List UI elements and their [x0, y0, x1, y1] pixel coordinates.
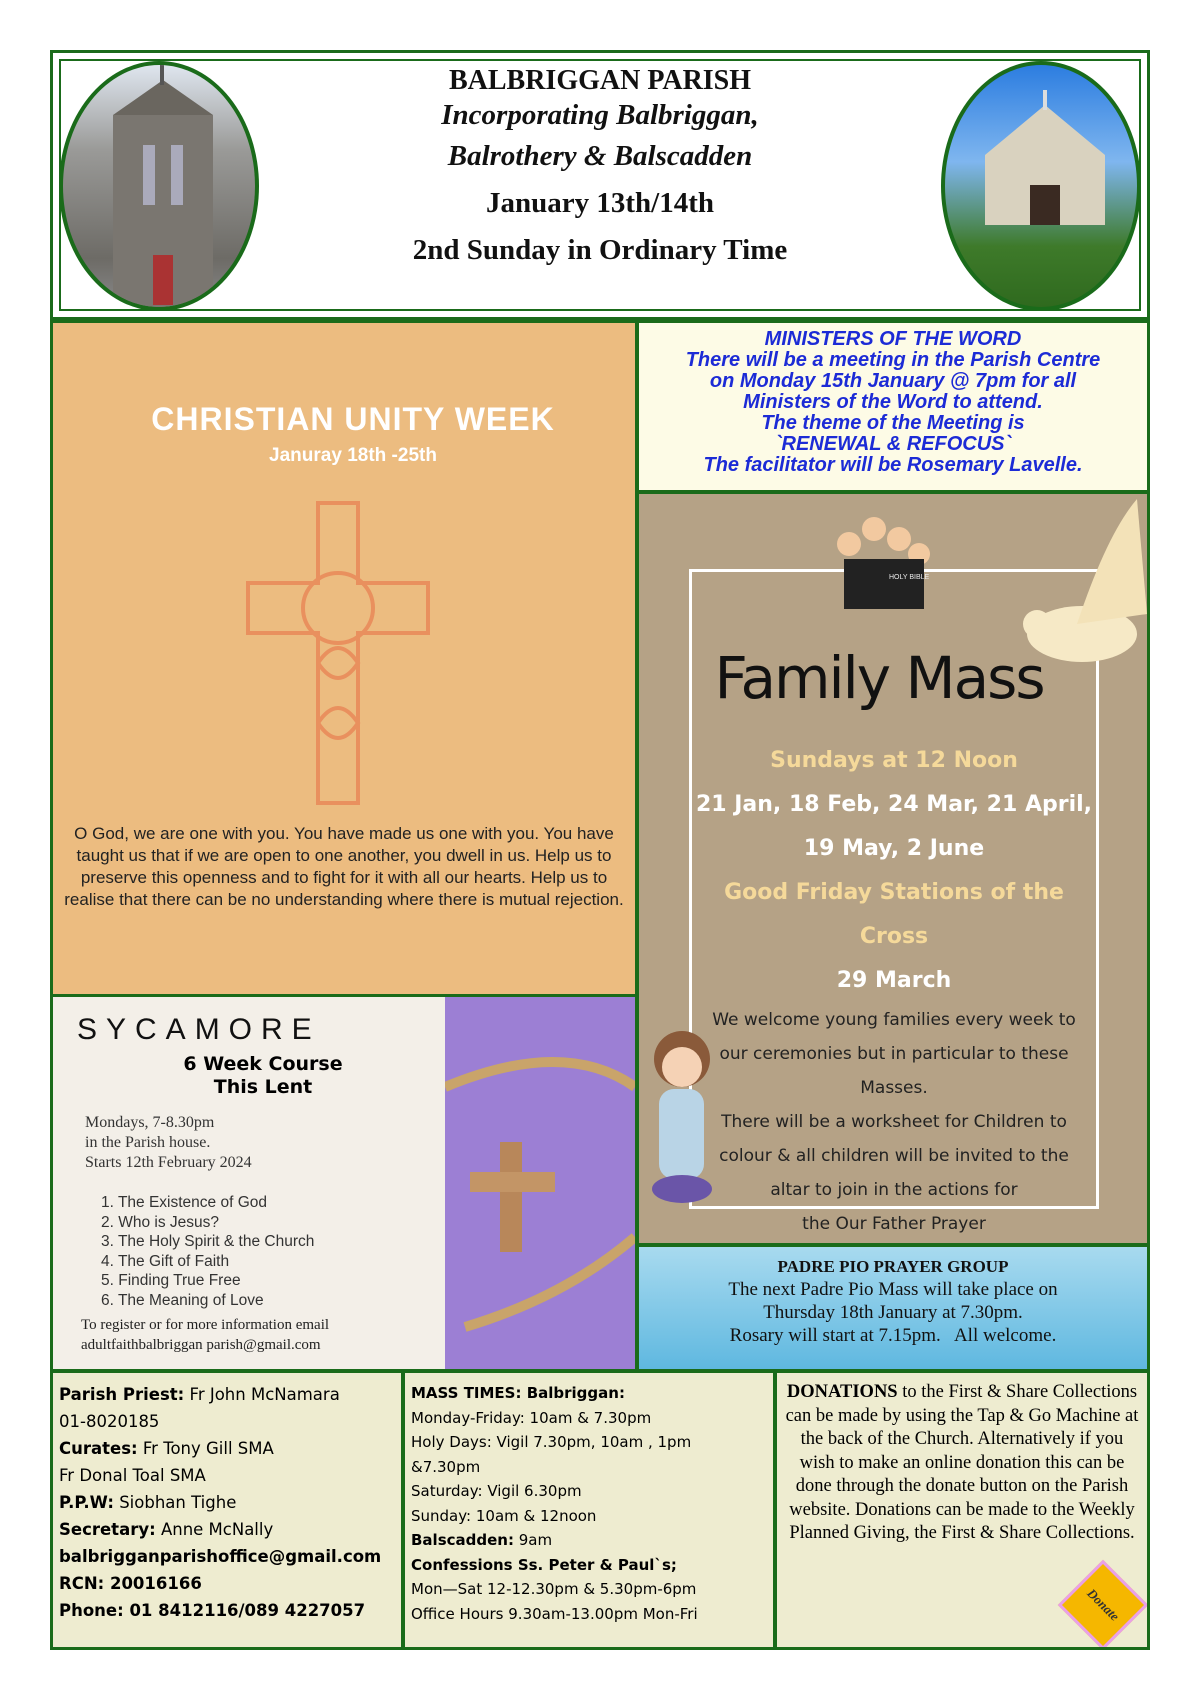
- padre-pio-title: PADRE PIO PRAYER GROUP: [777, 1257, 1009, 1276]
- line-label: MASS TIMES: Balbriggan:: [411, 1384, 625, 1402]
- header-text: [303, 65, 897, 274]
- christian-unity-week-panel: [50, 320, 638, 997]
- line-value: Sunday: 10am & 12noon: [411, 1506, 597, 1525]
- course-title: [153, 1053, 373, 1099]
- contacts-line: [59, 1381, 395, 1408]
- ministers-line: The facilitator will be Rosemary Lavelle.: [703, 454, 1083, 476]
- header: [50, 50, 1150, 320]
- contacts-line: [59, 1489, 395, 1516]
- ministers-line: There will be a meeting in the Parish Centre: [685, 349, 1101, 371]
- children-with-bible-icon: [819, 504, 949, 614]
- ministers-line: The theme of the Meeting is: [761, 412, 1025, 434]
- mass-line: [411, 1553, 767, 1578]
- sycamore-course-panel: [50, 994, 638, 1372]
- line-value: Anne McNally: [155, 1520, 274, 1539]
- topic-item: 3. The Holy Spirit & the Church: [101, 1233, 315, 1250]
- family-mass-dates: 21 Jan, 18 Feb, 24 Mar, 21 April,: [695, 792, 1093, 817]
- family-body-line: We welcome young families every week to: [712, 1010, 1076, 1030]
- church-photo-balbriggan: [59, 61, 259, 311]
- line-value: Fr Tony Gill SMA: [137, 1439, 274, 1458]
- line-value: Saturday: Vigil 6.30pm: [411, 1482, 582, 1500]
- line-value: Office Hours 9.30am-13.00pm Mon-Fri: [411, 1604, 698, 1623]
- contacts-line: [59, 1408, 395, 1435]
- bible-label: HOLY BIBLE: [889, 574, 930, 581]
- line-value: Monday-Friday: 10am & 7.30pm: [411, 1408, 652, 1427]
- line-label: Parish Priest:: [59, 1385, 185, 1404]
- topic-item: 4. The Gift of Faith: [101, 1252, 230, 1270]
- family-mass-dates: 19 May, 2 June: [803, 836, 985, 861]
- padre-pio-line: The next Padre Pio Mass will take place on: [728, 1279, 1058, 1300]
- good-friday-title: Good Friday Stations of the Cross: [724, 880, 1064, 949]
- ministers-title: MINISTERS OF THE WORD: [764, 328, 1022, 350]
- line-label: Balscadden:: [411, 1531, 514, 1549]
- line-label: Secretary:: [59, 1520, 156, 1539]
- mass-line: [411, 1406, 767, 1431]
- ministers-of-the-word-panel: [636, 320, 1150, 493]
- mass-line: [411, 1479, 767, 1504]
- church-photo-balscadden: [941, 61, 1141, 311]
- good-friday-date: 29 March: [836, 968, 952, 993]
- line-label: P.P.W:: [59, 1493, 114, 1512]
- schedule-line: Starts 12th February 2024: [85, 1154, 252, 1171]
- course-schedule: [85, 1113, 252, 1173]
- ministers-line: `RENEWAL & REFOCUS`: [774, 433, 1012, 455]
- line-label: RCN: 20016166: [59, 1574, 202, 1593]
- topic-item: 6. The Meaning of Love: [101, 1291, 264, 1309]
- topic-item: 2. Who is Jesus?: [101, 1213, 220, 1231]
- register-info: [81, 1315, 329, 1355]
- mass-line: [411, 1430, 767, 1455]
- liturgical-sunday: 2nd Sunday in Ordinary Time: [412, 234, 788, 266]
- topic-item: 1. The Existence of God: [101, 1194, 268, 1211]
- padre-pio-line: Rosary will start at 7.15pm. All welcome.: [729, 1325, 1057, 1346]
- parish-title: BALBRIGGAN PARISH: [448, 65, 752, 96]
- family-body-line: the Our Father Prayer: [802, 1214, 986, 1234]
- donations-text: to the First & Share Collections can be made by using the Tap & Go Machine at the back of the Church. Alternatively if you wish to make an online donation this can be done through the donate button on the Parish website. Donations can be made to the Weekly Planned Giving, the First & Share Collections.: [785, 1382, 1139, 1543]
- schedule-line: Mondays, 7-8.30pm: [85, 1114, 215, 1131]
- register-email[interactable]: adultfaithbalbriggan parish@gmail.com: [81, 1337, 321, 1353]
- mass-line: [411, 1528, 767, 1553]
- family-mass-panel: [636, 491, 1150, 1246]
- line-value: 9am: [513, 1531, 553, 1549]
- header-subtitle: Incorporating Balbriggan,: [441, 99, 759, 131]
- family-body-line: altar to join in the actions for: [770, 1180, 1018, 1200]
- course-topics: [101, 1193, 314, 1310]
- family-body-line: There will be a worksheet for Children to: [721, 1112, 1067, 1132]
- mass-line: [411, 1504, 767, 1529]
- unity-prayer: O God, we are one with you. You have made us one with you. You have taught us that if we are open to one another, you dwell in us. Help us to preserve this openness and to fight for it with all our hearts. Help us to realise that there can be no understanding where there is mutual rejection.: [64, 824, 624, 909]
- donations-panel: [774, 1370, 1150, 1650]
- line-label: balbrigganparishoffice@gmail.com: [59, 1547, 382, 1566]
- family-body-line: Masses.: [860, 1078, 928, 1098]
- topic-item: 5. Finding True Free: [101, 1272, 241, 1289]
- celtic-cross-icon: [213, 493, 463, 813]
- donations-title: DONATIONS: [786, 1382, 898, 1402]
- family-mass-title: Family Mass: [714, 644, 1044, 712]
- family-body-line: colour & all children will be invited to the: [719, 1146, 1069, 1166]
- mass-line: [411, 1602, 767, 1627]
- line-value: 01-8020185: [59, 1412, 160, 1431]
- sycamore-logo: SYCAMORE: [77, 1013, 321, 1046]
- padre-pio-panel: [636, 1244, 1150, 1372]
- mass-line: [411, 1455, 767, 1480]
- course-line: 6 Week Course: [183, 1053, 343, 1075]
- contacts-line: [59, 1462, 395, 1489]
- line-label: Confessions Ss. Peter & Paul`s;: [411, 1555, 677, 1574]
- mass-line: [411, 1381, 767, 1406]
- family-mass-when: Sundays at 12 Noon: [770, 748, 1018, 773]
- line-value: &7.30pm: [411, 1457, 481, 1476]
- family-mass-details: [689, 739, 1099, 1241]
- mass-line: [411, 1577, 767, 1602]
- contacts-line: [59, 1570, 395, 1597]
- line-value: Holy Days: Vigil 7.30pm, 10am , 1pm: [411, 1433, 692, 1451]
- header-date: January 13th/14th: [485, 187, 714, 219]
- contacts-line: [59, 1435, 395, 1462]
- contacts-line: [59, 1543, 395, 1570]
- line-label: Phone: 01 8412116/089 4227057: [59, 1601, 366, 1620]
- donate-button[interactable]: [1058, 1560, 1149, 1650]
- line-value: Siobhan Tighe: [113, 1493, 237, 1512]
- line-value: Fr John McNamara: [184, 1385, 340, 1404]
- ministers-line: Ministers of the Word to attend.: [743, 391, 1043, 413]
- parish-contacts: [50, 1370, 404, 1650]
- register-text: To register or for more information email: [81, 1317, 330, 1333]
- line-value: Fr Donal Toal SMA: [59, 1466, 206, 1485]
- header-subtitle-2: Balrothery & Balscadden: [447, 140, 753, 172]
- contacts-line: [59, 1597, 395, 1624]
- unity-title: CHRISTIAN UNITY WEEK: [151, 401, 555, 437]
- schedule-line: in the Parish house.: [85, 1134, 211, 1151]
- course-line: This Lent: [213, 1076, 313, 1098]
- crown-of-thorns-image: [445, 997, 635, 1369]
- donate-label: Donate: [1084, 1585, 1123, 1624]
- unity-dates: Januray 18th -25th: [269, 445, 437, 466]
- line-label: Curates:: [59, 1439, 138, 1458]
- mass-times: [402, 1370, 776, 1650]
- ministers-line: on Monday 15th January @ 7pm for all: [709, 370, 1077, 392]
- contacts-line: [59, 1516, 395, 1543]
- family-body-line: our ceremonies but in particular to these: [719, 1044, 1069, 1064]
- padre-pio-line: Thursday 18th January at 7.30pm.: [763, 1302, 1023, 1323]
- line-value: Mon—Sat 12-12.30pm & 5.30pm-6pm: [411, 1580, 697, 1598]
